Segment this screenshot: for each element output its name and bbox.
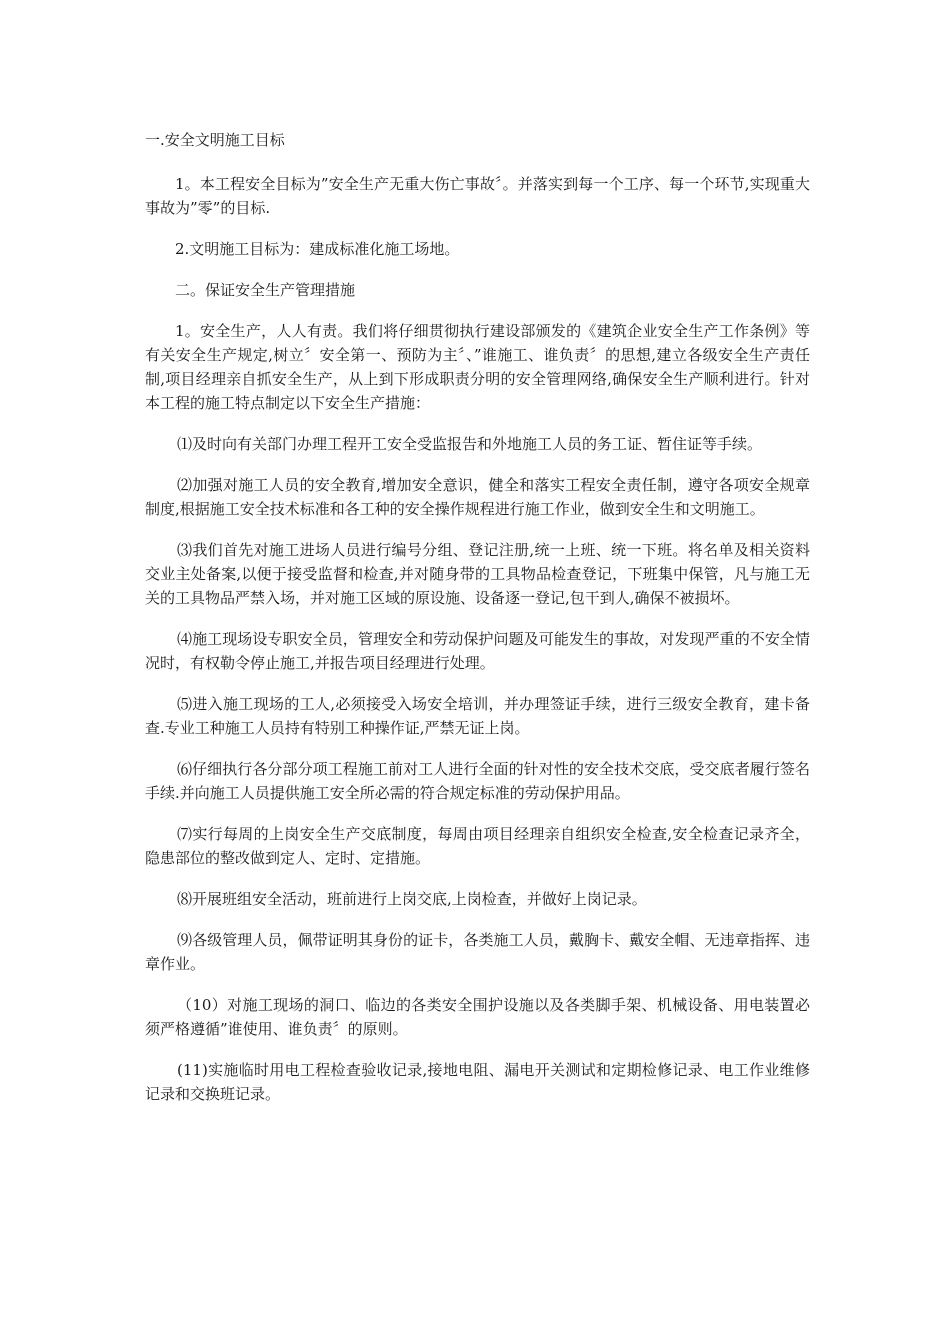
measure-item-1: ⑴及时向有关部门办理工程开工安全受监报告和外地施工人员的务工证、暂住证等手续。 — [177, 435, 763, 453]
goal-civilized-paragraph: 2.文明施工目标为：建成标准化施工场地。 — [175, 240, 460, 258]
section-heading-goals: 一.安全文明施工目标 — [145, 131, 285, 149]
section-heading-measures: 二。保证安全生产管理措施 — [175, 281, 356, 299]
measure-item-11: (11)实施临时用电工程检查验收记录,接地电阻、漏电开关测试和定期检修记录、电工作业维修记录和交换班记录。 — [145, 1061, 810, 1103]
measure-item-2: ⑵加强对施工人员的安全教育,增加安全意识，健全和落实工程安全责任制，遵守各项安全规章制度,根据施工安全技术标准和各工种的安全操作规程进行施工作业，做到安全生和文明施工。 — [145, 476, 810, 518]
measure-item-4: ⑷施工现场设专职安全员，管理安全和劳动保护问题及可能发生的事故，对发现严重的不安全情况时，有权勒令停止施工,并报告项目经理进行处理。 — [145, 630, 810, 672]
measure-item-7: ⑺实行每周的上岗安全生产交底制度，每周由项目经理亲自组织安全检查,安全检查记录齐全，隐患部位的整改做到定人、定时、定措施。 — [145, 825, 810, 867]
measure-item-3: ⑶我们首先对施工进场人员进行编号分组、登记注册,统一上班、统一下班。将名单及相关资料交业主处备案,以便于接受监督和检查,并对随身带的工具物品检查登记，下班集中保管，凡与施工无关的工具物品严禁入场，并对施工区域的原设施、设备逐一登记,包干到人,确保不被损坏。 — [145, 541, 810, 607]
measures-intro-paragraph: 1。安全生产，人人有责。我们将仔细贯彻执行建设部颁发的《建筑企业安全生产工作条例》等有关安全生产规定,树立〞安全第一、预防为主〞、”谁施工、谁负责〞的思想,建立各级安全生产责任制,项目经理亲自抓安全生产，从上到下形成职责分明的安全管理网络,确保安全生产顺利进行。针对本工程的施工特点制定以下安全生产措施： — [145, 322, 810, 412]
measure-item-5: ⑸进入施工现场的工人,必须接受入场安全培训，并办理签证手续，进行三级安全教育，建卡备查.专业工种施工人员持有特别工种操作证,严禁无证上岗。 — [145, 695, 810, 737]
measure-item-9: ⑼各级管理人员，佩带证明其身份的证卡，各类施工人员，戴胸卡、戴安全帽、无违章指挥、违章作业。 — [145, 931, 810, 973]
measure-item-6: ⑹仔细执行各分部分项工程施工前对工人进行全面的针对性的安全技术交底，受交底者履行签名手续.并向施工人员提供施工安全所必需的符合规定标准的劳动保护用品。 — [145, 760, 810, 802]
measure-item-10: （10）对施工现场的洞口、临边的各类安全围护设施以及各类脚手架、机械设备、用电装置必须严格遵循”谁使用、谁负责〞的原则。 — [145, 996, 810, 1038]
document-page — [145, 128, 810, 1123]
goal-safety-paragraph: 1。本工程安全目标为”安全生产无重大伤亡事故〞。并落实到每一个工序、每一个环节,实现重大事故为”零”的目标. — [145, 175, 810, 217]
measure-item-8: ⑻开展班组安全活动，班前进行上岗交底,上岗检查，并做好上岗记录。 — [177, 890, 647, 908]
